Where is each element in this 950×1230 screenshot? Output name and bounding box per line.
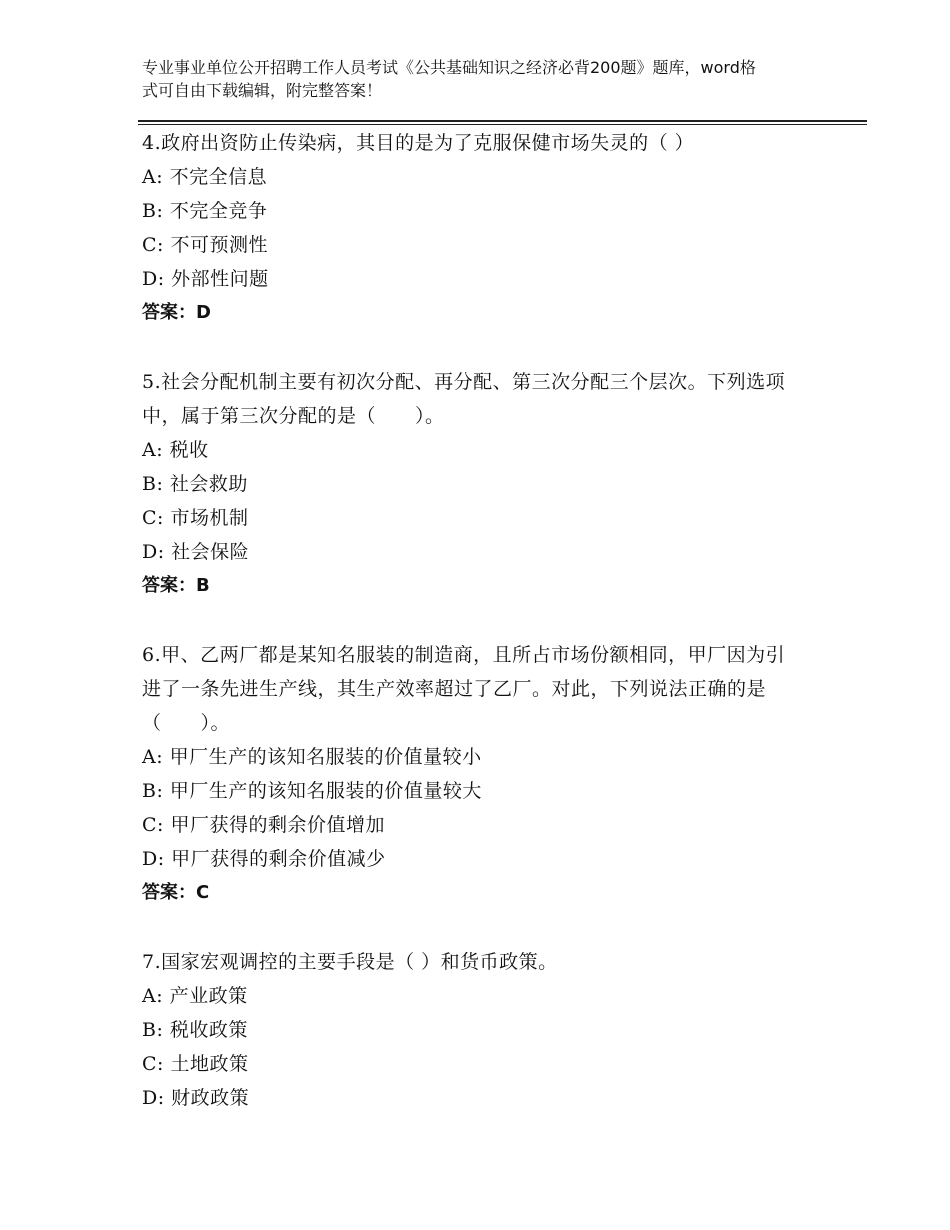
question-stem: 5.社会分配机制主要有初次分配、再分配、第三次分配三个层次。下列选项中，属于第三次分配的是（ ）。 [142,371,786,427]
document-header: 专业事业单位公开招聘工作人员考试《公共基础知识之经济必背200题》题库，word格式可自由下载编辑，附完整答案！ [142,58,756,100]
question-stem: 7.国家宏观调控的主要手段是（ ）和货币政策。 [142,951,558,973]
option-a: A: 甲厂生产的该知名服装的价值量较小 [142,746,482,768]
question-5 [142,365,802,603]
answer-label: 答案：B [142,575,210,596]
answer-label: 答案：C [142,882,210,903]
question-7 [142,945,802,1115]
option-c: C: 土地政策 [142,1053,249,1075]
header-divider-thick [138,120,867,122]
question-6 [142,638,802,910]
option-c: C: 不可预测性 [142,234,268,256]
option-b: B: 不完全竞争 [142,200,268,222]
header-divider-thin [138,124,867,125]
option-d: D: 财政政策 [142,1087,250,1109]
option-c: C: 甲厂获得的剩余价值增加 [142,814,385,836]
question-stem: 6.甲、乙两厂都是某知名服装的制造商，且所占市场份额相同，甲厂因为引进了一条先进生产线，其生产效率超过了乙厂。对此，下列说法正确的是（ ）。 [142,644,786,734]
option-c: C: 市场机制 [142,507,249,529]
option-b: B: 甲厂生产的该知名服装的价值量较大 [142,780,482,802]
question-4 [142,126,802,330]
option-b: B: 社会救助 [142,473,248,495]
answer-label: 答案：D [142,302,211,323]
option-d: D: 社会保险 [142,541,250,563]
option-d: D: 甲厂获得的剩余价值减少 [142,848,386,870]
question-stem: 4.政府出资防止传染病，其目的是为了克服保健市场失灵的（ ） [142,132,695,154]
option-a: A: 产业政策 [142,985,248,1007]
option-a: A: 不完全信息 [142,166,268,188]
option-d: D: 外部性问题 [142,268,269,290]
option-b: B: 税收政策 [142,1019,248,1041]
option-a: A: 税收 [142,439,209,461]
